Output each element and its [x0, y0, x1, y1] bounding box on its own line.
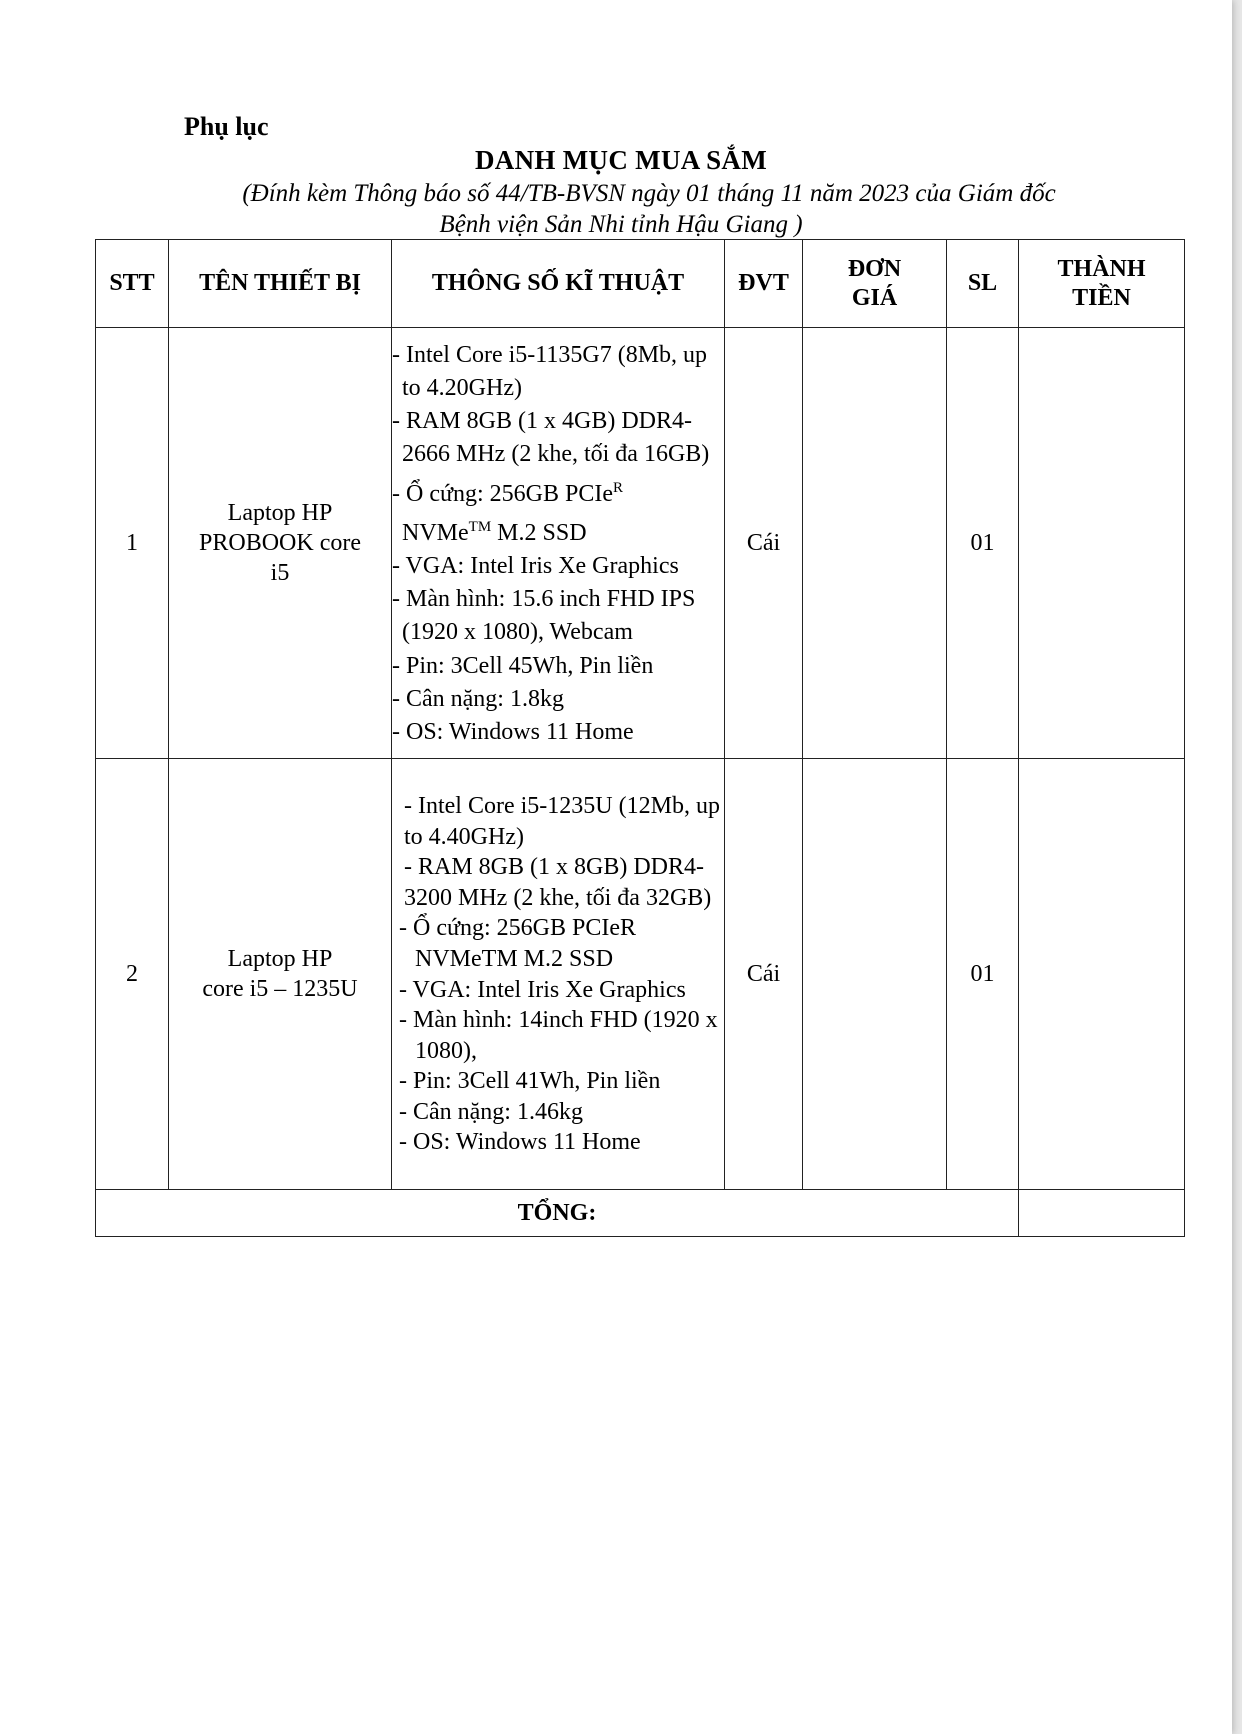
- header-unit: ĐVT: [725, 240, 803, 328]
- spec-line: - VGA: Intel Iris Xe Graphics: [392, 553, 679, 579]
- appendix-label: Phụ lục: [184, 112, 269, 141]
- spec-line: - Màn hình: 15.6 inch FHD IPS (1920 x 1080), Webcam: [392, 586, 696, 646]
- spec-line: [392, 511, 724, 550]
- spec-line-tail: M.2 SSD: [491, 519, 587, 546]
- procurement-table: [95, 239, 1185, 1237]
- cell-unit-price: [803, 759, 947, 1190]
- spec-line: - RAM 8GB (1 x 8GB) DDR4-3200 MHz (2 khe, tối đa 32GB): [404, 854, 712, 911]
- spec-superscript-tm: TM: [468, 518, 492, 535]
- cell-name: [169, 759, 392, 1190]
- header-unit-price-line1: ĐƠN: [847, 255, 902, 282]
- cell-unit: Cái: [725, 759, 803, 1190]
- spec-line: - Cân nặng: 1.46kg: [399, 1098, 583, 1125]
- header-unit-price: [803, 240, 947, 328]
- spec-superscript-r: R: [613, 479, 624, 496]
- header-stt: STT: [96, 240, 169, 328]
- cell-total: [1019, 759, 1185, 1190]
- table-header-row: [96, 240, 1185, 328]
- cell-name-line2: PROBOOK core: [199, 530, 361, 556]
- total-row: [96, 1190, 1185, 1237]
- spec-line: [392, 472, 724, 511]
- spec-line: - VGA: Intel Iris Xe Graphics: [399, 976, 686, 1003]
- cell-qty: 01: [947, 328, 1019, 759]
- document-subtitle: [0, 178, 1242, 240]
- cell-specs: [392, 759, 725, 1190]
- total-value: [1019, 1190, 1185, 1237]
- spec-list: [392, 337, 724, 749]
- subtitle-line-1: (Đính kèm Thông báo số 44/TB-BVSN ngày 01 tháng 11 năm 2023 của Giám đốc: [242, 180, 1056, 207]
- document-title: DANH MỤC MUA SẮM: [474, 145, 768, 175]
- spec-line-text: NVMe: [402, 519, 469, 546]
- table-row: [96, 328, 1185, 759]
- subtitle-line-2: Bệnh viện Sản Nhi tỉnh Hậu Giang ): [439, 211, 803, 238]
- cell-qty: 01: [947, 759, 1019, 1190]
- cell-name: [169, 328, 392, 759]
- spec-line: - Cân nặng: 1.8kg: [392, 685, 564, 712]
- spec-line: - Màn hình: 14inch FHD (1920 x 1080),: [399, 1007, 718, 1064]
- header-name: TÊN THIẾT BỊ: [169, 240, 392, 328]
- spec-line: - Intel Core i5-1135G7 (8Mb, up to 4.20GHz): [392, 341, 708, 401]
- header-total-line2: TIỀN: [1072, 284, 1131, 311]
- spec-line: - OS: Windows 11 Home: [399, 1129, 641, 1156]
- total-label: TỔNG:: [96, 1190, 1019, 1237]
- spec-line: - Intel Core i5-1235U (12Mb, up to 4.40GHz): [404, 792, 720, 850]
- spec-line: - OS: Windows 11 Home: [392, 719, 634, 746]
- spec-list: [392, 790, 724, 1158]
- cell-stt: 1: [96, 328, 169, 759]
- header-unit-price-line2: GIÁ: [851, 284, 898, 311]
- cell-name-line1: Laptop HP: [227, 946, 333, 972]
- spec-line-text: - Ổ cứng: 256GB PCIe: [392, 480, 613, 507]
- cell-unit: Cái: [725, 328, 803, 759]
- header-specs: THÔNG SỐ KĨ THUẬT: [392, 240, 725, 328]
- cell-unit-price: [803, 328, 947, 759]
- cell-specs: [392, 328, 725, 759]
- cell-name-line2: core i5 – 1235U: [202, 976, 358, 1002]
- cell-total: [1019, 328, 1185, 759]
- header-total: [1019, 240, 1185, 328]
- cell-stt: 2: [96, 759, 169, 1190]
- cell-name-line1: Laptop HP: [227, 500, 333, 526]
- header-qty: SL: [947, 240, 1019, 328]
- header-total-line1: THÀNH: [1057, 255, 1146, 282]
- table-row: [96, 759, 1185, 1190]
- spec-line: - Pin: 3Cell 45Wh, Pin liền: [392, 652, 654, 679]
- spec-line: - Ổ cứng: 256GB PCIeR NVMeTM M.2 SSD: [399, 915, 636, 972]
- spec-line: - RAM 8GB (1 x 4GB) DDR4-2666 MHz (2 khe, tối đa 16GB): [392, 408, 710, 468]
- spec-line: - Pin: 3Cell 41Wh, Pin liền: [399, 1068, 661, 1095]
- cell-name-line3: i5: [270, 560, 290, 586]
